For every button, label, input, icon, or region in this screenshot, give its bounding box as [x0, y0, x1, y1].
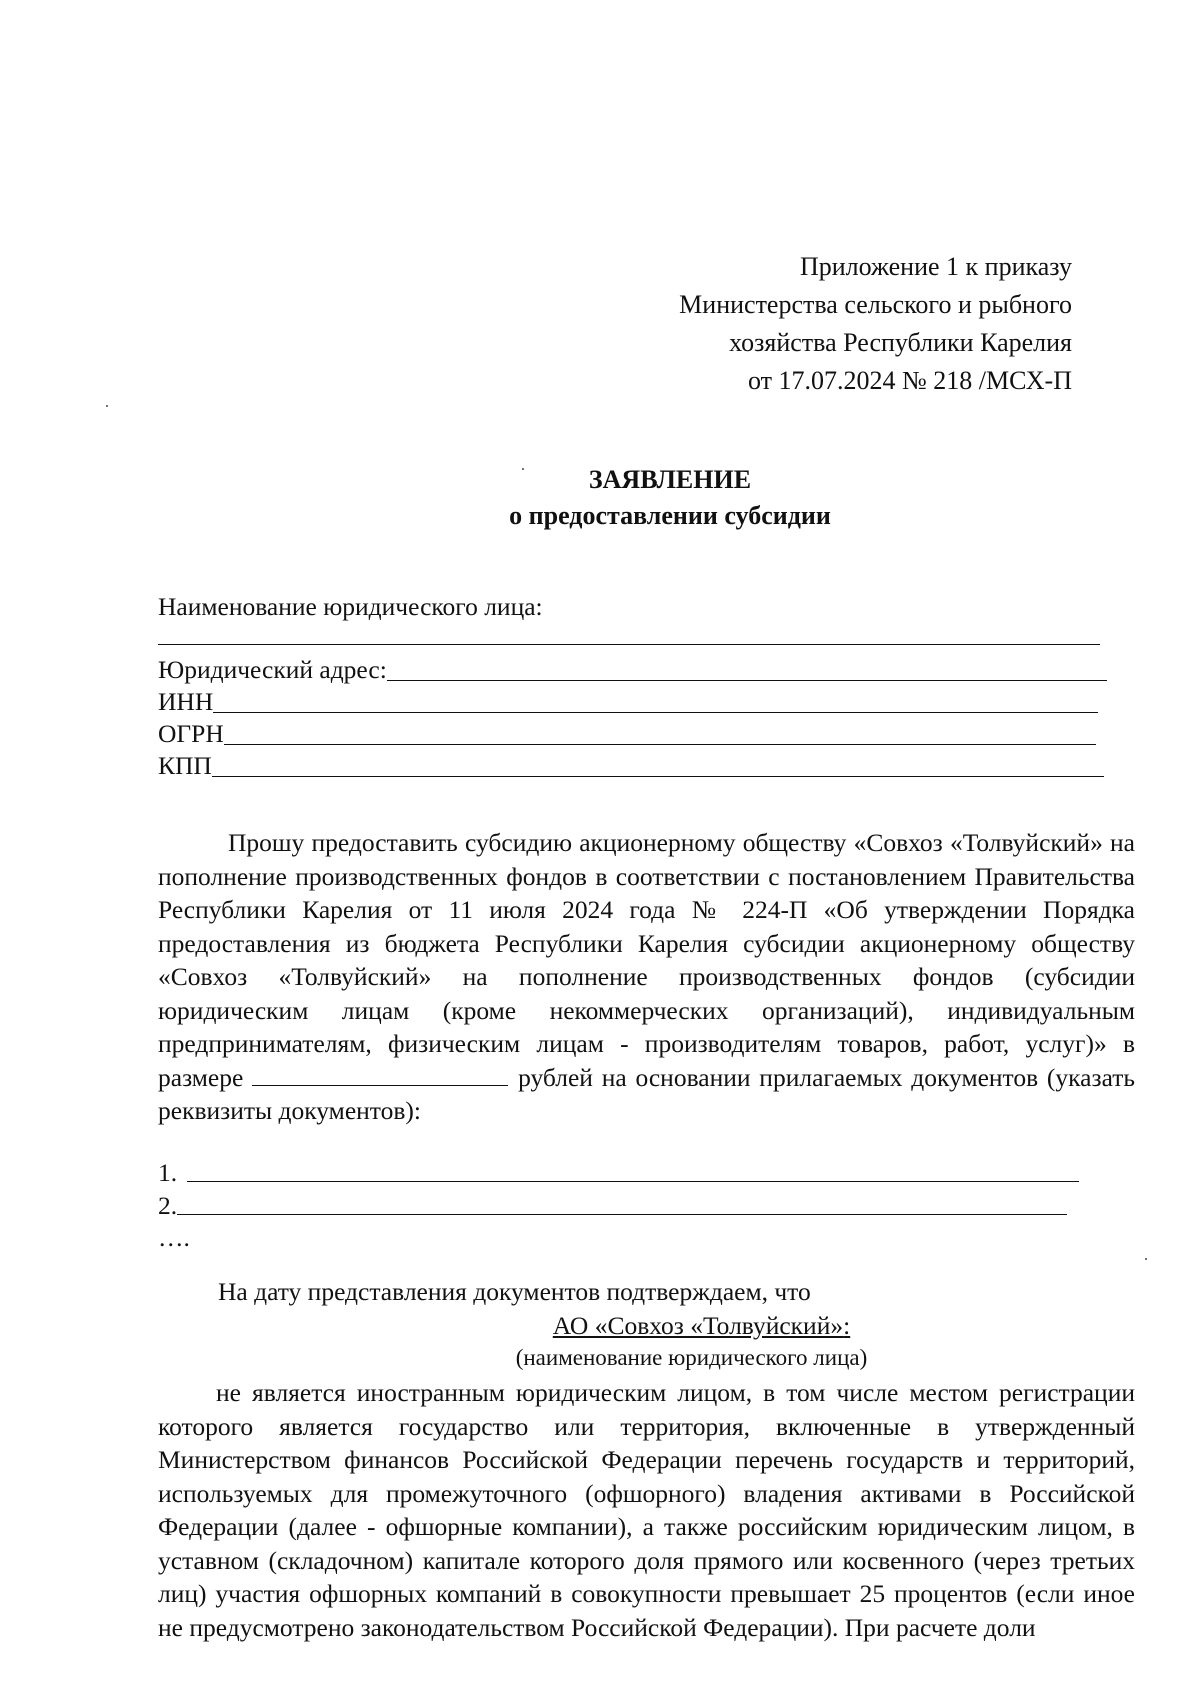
document-number-1: 1. [158, 1158, 178, 1187]
scan-speck [1145, 1258, 1147, 1260]
documents-ellipsis: …. [158, 1223, 190, 1252]
entity-name-field[interactable] [158, 622, 1100, 645]
request-text-continued: рублей на основании прилагаемых документов (указать реквизиты документов): [158, 1062, 1136, 1125]
document-field-1[interactable] [187, 1157, 1079, 1182]
inn-label: ИНН [158, 687, 214, 716]
document-field-2[interactable] [177, 1190, 1067, 1215]
address-row [158, 653, 1118, 685]
title-sub: о предоставлении субсидии [509, 501, 831, 530]
header-line-3: хозяйства Республики Карелия [729, 328, 1072, 357]
entity-name-label: Наименование юридического лица: [158, 592, 543, 621]
confirmation-body [158, 1376, 1135, 1644]
scan-speck [522, 468, 524, 470]
organization-name-colon: : [843, 1310, 851, 1340]
documents-list [158, 1155, 1118, 1254]
document-title [0, 462, 1200, 534]
ogrn-label: ОГРН [158, 719, 224, 748]
applicant-fields [158, 592, 1118, 781]
kpp-field[interactable] [212, 752, 1104, 777]
kpp-label: КПП [158, 751, 212, 780]
document-item-2 [158, 1188, 1118, 1221]
organization-name [213, 1309, 1190, 1343]
inn-row [158, 685, 1118, 717]
document-item-1 [158, 1155, 1118, 1188]
document-number-2: 2. [158, 1191, 178, 1220]
ogrn-field[interactable] [224, 720, 1096, 745]
request-text: Прошу предоставить субсидию акционерному обществу «Совхоз «Толвуйский» на пополнение производственных фондов в соответствии с постановлением Правительства Республики Карелия от 11 июля 2024 года № 224-П «Об утверждении Порядка предоставления из бюджета Республики Карелия субсидии акционерному обществу «Совхоз «Толвуйский» на пополнение производственных фондов (субсидии юридическим лицам (кроме некоммерческих организаций), индивидуальным предпринимателям, физическим лицам - производителям товаров, работ, услуг)» в размере [158, 828, 1135, 1092]
address-label: Юридический адрес: [158, 655, 387, 684]
amount-field[interactable] [252, 1065, 508, 1086]
request-paragraph [158, 826, 1135, 1128]
inn-field[interactable] [213, 688, 1098, 713]
scan-speck [106, 405, 108, 407]
header-line-4: от 17.07.2024 № 218 /МСХ-П [747, 366, 1072, 395]
header-line-1: Приложение 1 к приказу [799, 252, 1072, 281]
kpp-row [158, 749, 1118, 781]
header-line-2: Министерства сельского и рыбного [679, 290, 1072, 319]
confirmation-section [158, 1275, 1135, 1644]
confirmation-body-text: не является иностранным юридическим лицом, в том числе местом регистрации которого является государство или территория, включенные в утвержденный Министерством финансов Российской Федерации перечень государств и территорий, используемых для промежуточного (офшорного) владения активами в Российской Федерации (далее - офшорные компании), а также российским юридическим лицом, в уставном (складочном) капитале которого доля прямого или косвенного (через третьих лиц) участия офшорных компаний в совокупности превышает 25 процентов (если иное не предусмотрено законодательством Российской Федерации). При расчете доли [158, 1378, 1135, 1642]
organization-name-text: АО «Совхоз «Толвуйский» [552, 1310, 844, 1340]
appendix-header [679, 248, 1072, 400]
organization-caption: (наименование юридического лица) [515, 1345, 868, 1370]
confirmation-intro: На дату представления документов подтверждаем, что [218, 1277, 811, 1306]
title-main: ЗАЯВЛЕНИЕ [588, 465, 752, 494]
address-field[interactable] [387, 656, 1107, 681]
ogrn-row [158, 717, 1118, 749]
